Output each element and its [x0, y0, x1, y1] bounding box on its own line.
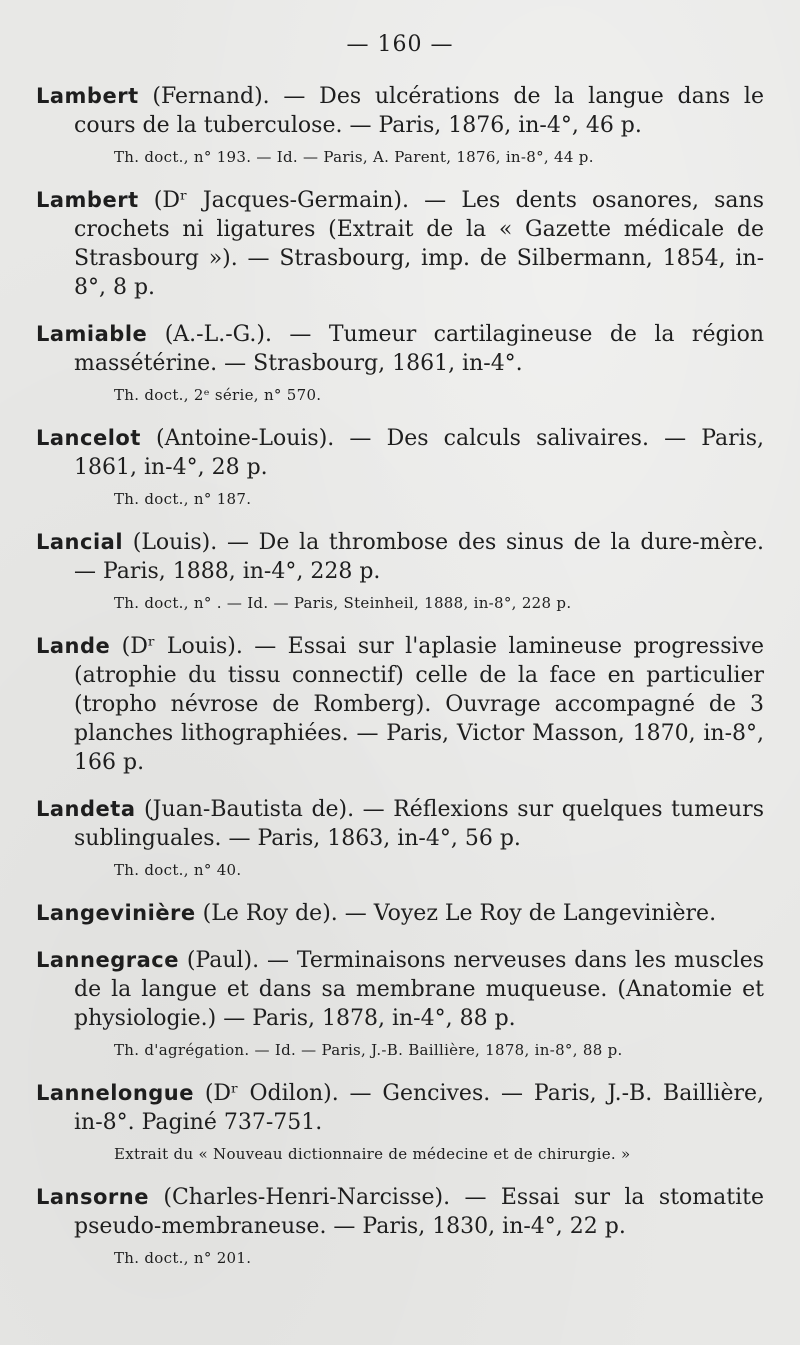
entry-text: (Antoine-Louis). — Des calculs salivaires. — Paris, 1861, in-4°, 28 p.	[74, 426, 764, 480]
bibliography-entry	[36, 946, 764, 1061]
entry-body	[36, 795, 764, 853]
bibliography-entry	[36, 795, 764, 881]
entry-name: Lambert	[36, 84, 139, 108]
entry-text: (Dʳ Louis). — Essai sur l'aplasie lamineuse progressive (atrophie du tissu connectif) celle de la face en particulier (tropho névrose de Romberg). Ouvrage accompagné de 3 planches lithographiées. — Paris, Victor Masson, 1870, in-8°, 166 p.	[74, 634, 764, 775]
entry-body	[36, 1079, 764, 1137]
entry-note: Th. doct., n° 193. — Id. — Paris, A. Parent, 1876, in-8°, 44 p.	[114, 148, 594, 166]
entry-body	[36, 899, 764, 928]
entry-note: Th. d'agrégation. — Id. — Paris, J.-B. Baillière, 1878, in-8°, 88 p.	[114, 1041, 623, 1059]
entry-note: Th. doct., n° 187.	[114, 490, 252, 508]
entry-text: (Dʳ Odilon). — Gencives. — Paris, J.-B. Baillière, in-8°. Paginé 737-751.	[74, 1081, 764, 1135]
entry-name: Langevinière	[36, 901, 196, 925]
entry-body	[36, 1183, 764, 1241]
bibliography-entry	[36, 528, 764, 614]
entry-body	[36, 424, 764, 482]
entry-name: Lancial	[36, 530, 124, 554]
page-number: — 160 —	[346, 32, 454, 57]
bibliography-entry	[36, 1183, 764, 1269]
entry-body	[36, 82, 764, 140]
entry-body	[36, 946, 764, 1033]
bibliography-entry	[36, 632, 764, 777]
entry-name: Lannelongue	[36, 1081, 194, 1105]
entry-body	[36, 320, 764, 378]
entry-note: Th. doct., 2ᵉ série, n° 570.	[114, 386, 322, 404]
entry-body	[36, 528, 764, 586]
bibliography-entry	[36, 899, 764, 928]
entry-text: (Louis). — De la thrombose des sinus de la dure-mère. — Paris, 1888, in-4°, 228 p.	[74, 530, 764, 584]
entry-note: Th. doct., n° 201.	[114, 1249, 252, 1267]
entry-note: Extrait du « Nouveau dictionnaire de médecine et de chirurgie. »	[114, 1145, 631, 1163]
entry-text: (Dʳ Jacques-Germain). — Les dents osanores, sans crochets ni ligatures (Extrait de la « Gazette médicale de Strasbourg »). — Strasbourg, imp. de Silbermann, 1854, in-8°, 8 p.	[74, 188, 764, 300]
entry-name: Lancelot	[36, 426, 141, 450]
entry-text: (A.-L.-G.). — Tumeur cartilagineuse de la région massétérine. — Strasbourg, 1861, in-4°.	[74, 322, 764, 376]
bibliography-entry	[36, 82, 764, 168]
entry-name: Lamiable	[36, 322, 148, 346]
entry-note: Th. doct., n° . — Id. — Paris, Steinheil, 1888, in-8°, 228 p.	[114, 594, 572, 612]
bibliography-entry	[36, 1079, 764, 1165]
entry-name: Lannegrace	[36, 948, 179, 972]
entry-note: Th. doct., n° 40.	[114, 861, 242, 879]
bibliography-entry	[36, 424, 764, 510]
entry-name: Landeta	[36, 797, 136, 821]
entry-text: (Juan-Bautista de). — Réflexions sur quelques tumeurs sublinguales. — Paris, 1863, in-4°, 56 p.	[74, 797, 764, 851]
entry-text: (Charles-Henri-Narcisse). — Essai sur la stomatite pseudo-membraneuse. — Paris, 1830, in-4°, 22 p.	[74, 1185, 764, 1239]
bibliography-entry	[36, 320, 764, 406]
entry-text: (Fernand). — Des ulcérations de la langue dans le cours de la tuberculose. — Paris, 1876, in-4°, 46 p.	[74, 84, 764, 138]
entry-body	[36, 186, 764, 302]
bibliography-entry	[36, 186, 764, 302]
entry-body	[36, 632, 764, 777]
entry-text: (Le Roy de). — Voyez Le Roy de Langevinière.	[195, 901, 717, 926]
entry-name: Lambert	[36, 188, 139, 212]
entry-name: Lansorne	[36, 1185, 149, 1209]
entry-text: (Paul). — Terminaisons nerveuses dans les muscles de la langue et dans sa membrane muqueuse. (Anatomie et physiologie.) — Paris, 1878, in-4°, 88 p.	[74, 948, 764, 1031]
entry-name: Lande	[36, 634, 111, 658]
